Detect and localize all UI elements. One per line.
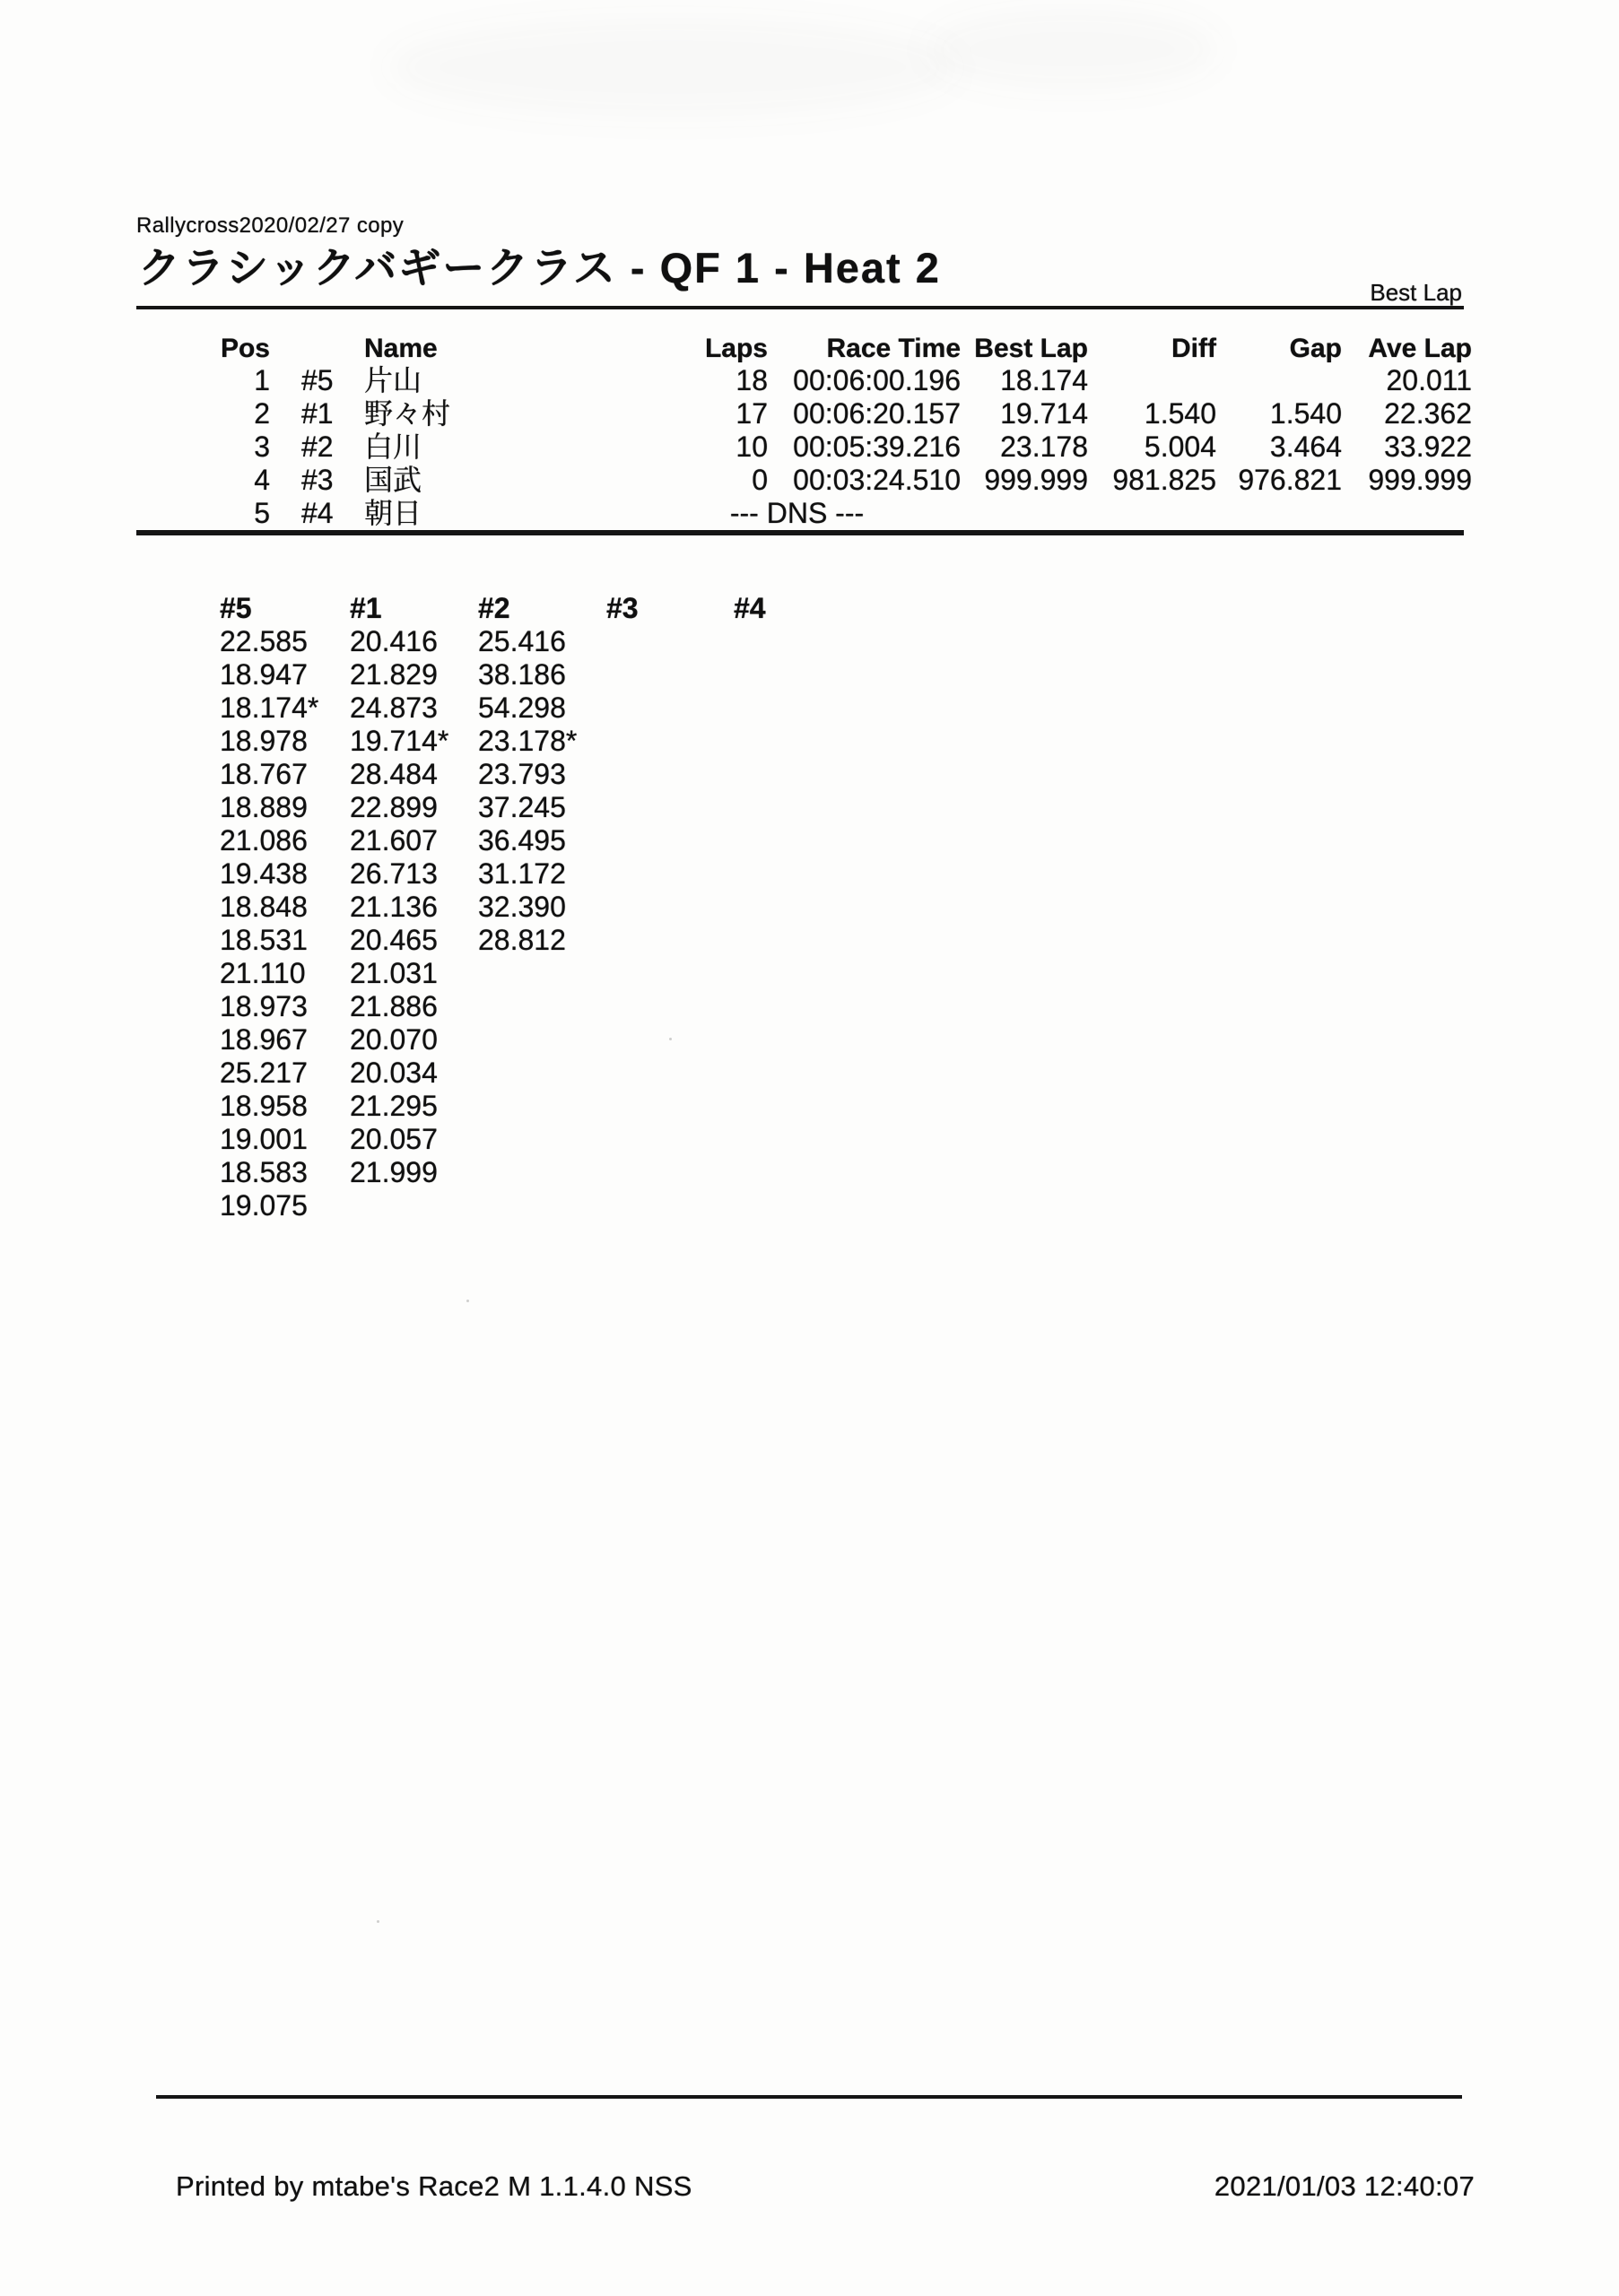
- lap-time: 21.999: [350, 1156, 438, 1188]
- cell-driver-name: 野々村: [364, 397, 451, 430]
- scan-speck: [669, 1038, 672, 1040]
- cell-car-number: #3: [301, 464, 334, 496]
- cell-dns-status: --- DNS ---: [729, 497, 865, 529]
- col-diff: Diff: [1171, 334, 1216, 363]
- col-laps: Laps: [704, 334, 768, 363]
- lap-time: 18.967: [220, 1023, 308, 1056]
- cell-diff: [1088, 497, 1216, 530]
- results-row: [136, 430, 1472, 464]
- lap-time: 21.136: [350, 891, 438, 923]
- lap-time: 28.812: [478, 924, 566, 956]
- cell-best-lap: 23.178: [1000, 430, 1088, 463]
- lap-time: 22.585: [220, 625, 308, 657]
- lap-column-header: #4: [734, 592, 766, 624]
- results-row: [136, 397, 1472, 430]
- col-gap: Gap: [1289, 334, 1342, 363]
- lap-time: 21.607: [350, 824, 438, 857]
- cell-gap: 3.464: [1269, 430, 1342, 463]
- cell-best-lap: 19.714: [1000, 397, 1088, 430]
- cell-pos: 4: [254, 464, 270, 496]
- lap-time: 20.416: [350, 625, 438, 657]
- scan-smudge: [386, 18, 960, 117]
- lap-time: 25.416: [478, 625, 566, 657]
- lap-column-header: #3: [606, 592, 639, 624]
- lap-time: 24.873: [350, 691, 438, 724]
- cell-pos: 3: [254, 430, 270, 463]
- cell-best-lap: 18.174: [1000, 364, 1088, 396]
- lap-time: 23.178*: [478, 725, 578, 757]
- lap-time: 21.110: [220, 957, 306, 989]
- cell-ave-lap: [1342, 497, 1472, 530]
- col-pos: Pos: [220, 334, 270, 363]
- cell-gap: [1216, 364, 1342, 397]
- col-name: Name: [364, 334, 438, 363]
- cell-laps: 0: [752, 464, 768, 496]
- scan-speck: [466, 1300, 469, 1302]
- cell-best-lap: 999.999: [984, 464, 1088, 496]
- cell-diff: 981.825: [1112, 464, 1216, 496]
- cell-best-lap: [961, 497, 1088, 530]
- lap-time: 19.001: [220, 1123, 308, 1155]
- lap-time: 21.295: [350, 1090, 438, 1122]
- cell-ave-lap: 22.362: [1384, 397, 1472, 430]
- cell-driver-name: 朝日: [364, 497, 422, 529]
- results-row: [136, 497, 1472, 530]
- lap-column: [220, 592, 345, 1222]
- scan-speck: [377, 1920, 379, 1923]
- results-header-row: [136, 334, 1472, 364]
- lap-time: 20.070: [350, 1023, 438, 1056]
- lap-time: 18.947: [220, 658, 308, 691]
- lap-time: 38.186: [478, 658, 566, 691]
- cell-race-time: 00:06:00.196: [793, 364, 961, 396]
- cell-race-time: 00:03:24.510: [793, 464, 961, 496]
- lap-time: 18.531: [220, 924, 308, 956]
- cell-car-number: #1: [301, 397, 334, 430]
- cell-gap: 1.540: [1269, 397, 1342, 430]
- title-rule: [136, 306, 1464, 309]
- cell-ave-lap: 33.922: [1384, 430, 1472, 463]
- lap-column: [734, 592, 859, 625]
- cell-gap: [1216, 497, 1342, 530]
- results-row: [136, 364, 1472, 397]
- lap-column-header: #5: [220, 592, 252, 624]
- results-table-body: [136, 364, 1472, 530]
- lap-column: [478, 592, 604, 957]
- results-bottom-rule: [136, 530, 1464, 535]
- cell-driver-name: 片山: [364, 364, 422, 396]
- results-row: [136, 464, 1472, 497]
- cell-ave-lap: 999.999: [1368, 464, 1472, 496]
- cell-ave-lap: 20.011: [1386, 364, 1472, 396]
- col-ave-lap: Ave Lap: [1368, 334, 1472, 363]
- page-title: クラシックバギークラス - QF 1 - Heat 2: [138, 244, 941, 291]
- lap-column-header: #1: [350, 592, 382, 624]
- lap-time: 37.245: [478, 791, 566, 823]
- lap-time: 25.217: [220, 1057, 308, 1089]
- cell-car-number: #2: [301, 430, 334, 463]
- cell-race-time: 00:05:39.216: [793, 430, 961, 463]
- cell-driver-name: 白川: [364, 430, 422, 463]
- lap-time: 18.767: [220, 758, 308, 790]
- lap-time: 18.583: [220, 1156, 308, 1188]
- event-name: Rallycross2020/02/27 copy: [136, 213, 405, 238]
- lap-time: 20.057: [350, 1123, 438, 1155]
- scan-smudge: [924, 9, 1220, 90]
- lap-time: 21.031: [350, 957, 438, 989]
- lap-time: 26.713: [350, 857, 438, 890]
- printed-by: Printed by mtabe's Race2 M 1.1.4.0 NSS: [176, 2170, 692, 2202]
- cell-laps: 17: [736, 397, 768, 430]
- cell-pos: 5: [254, 497, 270, 529]
- lap-time: 21.086: [220, 824, 308, 857]
- cell-car-number: #4: [301, 497, 334, 529]
- cell-laps: 10: [736, 430, 768, 463]
- footer-rule: [156, 2095, 1462, 2099]
- cell-laps: 18: [736, 364, 768, 396]
- col-race-time: Race Time: [826, 334, 961, 363]
- lap-time: 36.495: [478, 824, 566, 857]
- lap-time: 18.889: [220, 791, 308, 823]
- print-datetime: 2021/01/03 12:40:07: [1214, 2170, 1475, 2202]
- best-lap-heading: Best Lap: [1370, 279, 1462, 306]
- lap-time: 54.298: [478, 691, 566, 724]
- cell-gap: 976.821: [1238, 464, 1342, 496]
- cell-diff: [1088, 364, 1216, 397]
- cell-diff: 5.004: [1144, 430, 1216, 463]
- lap-time: 31.172: [478, 857, 566, 890]
- lap-time: 20.465: [350, 924, 438, 956]
- lap-time: 18.848: [220, 891, 308, 923]
- lap-column-header: #2: [478, 592, 510, 624]
- cell-pos: 1: [254, 364, 270, 396]
- cell-driver-name: 国武: [364, 464, 422, 496]
- results-table: [136, 334, 1472, 530]
- lap-time: 19.075: [220, 1189, 308, 1222]
- cell-pos: 2: [254, 397, 270, 430]
- lap-time: 18.973: [220, 990, 308, 1022]
- lap-time: 18.174*: [220, 691, 319, 724]
- lap-time: 28.484: [350, 758, 438, 790]
- lap-time: 18.958: [220, 1090, 308, 1122]
- cell-car-number: #5: [301, 364, 334, 396]
- lap-time: 20.034: [350, 1057, 438, 1089]
- lap-time: 21.886: [350, 990, 438, 1022]
- lap-time: 19.438: [220, 857, 308, 890]
- lap-time: 23.793: [478, 758, 566, 790]
- cell-race-time: 00:06:20.157: [793, 397, 961, 430]
- lap-time: 21.829: [350, 658, 438, 691]
- lap-column: [606, 592, 732, 625]
- lap-time: 32.390: [478, 891, 566, 923]
- col-best-lap: Best Lap: [974, 334, 1088, 363]
- lap-time: 22.899: [350, 791, 438, 823]
- col-car: [270, 334, 364, 364]
- lap-time: 18.978: [220, 725, 308, 757]
- lap-time: 19.714*: [350, 725, 449, 757]
- lap-column: [350, 592, 475, 1189]
- cell-diff: 1.540: [1144, 397, 1216, 430]
